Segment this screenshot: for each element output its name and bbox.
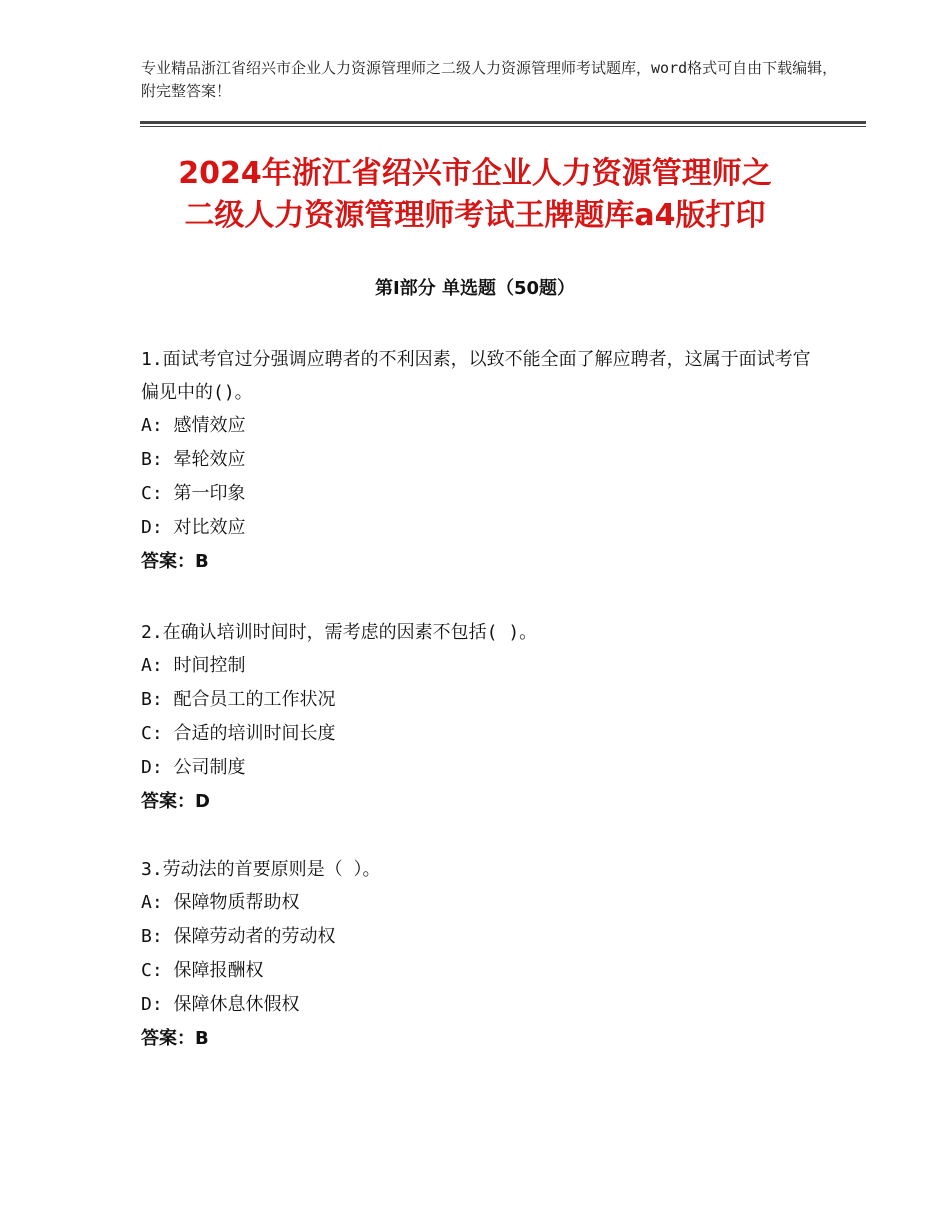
option-c: C: 合适的培训时间长度 (141, 723, 336, 744)
header-note: 专业精品浙江省绍兴市企业人力资源管理师之二级人力资源管理师考试题库，word格式可自由下载编辑，附完整答案！ (141, 59, 838, 100)
header-divider-thin (140, 126, 866, 127)
question-stem: 2.在确认培训时间时，需考虑的因素不包括( )。 (141, 622, 538, 643)
option-b: B: 保障劳动者的劳动权 (141, 926, 336, 947)
header-divider-thick (140, 121, 866, 124)
option-b: B: 晕轮效应 (141, 449, 246, 470)
option-b: B: 配合员工的工作状况 (141, 689, 336, 710)
title-line-1: 2024年浙江省绍兴市企业人力资源管理师之 (178, 156, 772, 191)
question-3 (141, 853, 821, 1056)
answer: 答案：D (141, 791, 210, 812)
option-a: A: 保障物质帮助权 (141, 892, 300, 913)
question-stem: 3.劳动法的首要原则是（ ）。 (141, 859, 381, 880)
answer: 答案：B (141, 551, 209, 572)
option-d: D: 对比效应 (141, 517, 246, 538)
option-a: A: 时间控制 (141, 655, 246, 676)
document-title (0, 153, 950, 237)
question-2 (141, 616, 821, 819)
question-stem: 1.面试考官过分强调应聘者的不利因素，以致不能全面了解应聘者，这属于面试考官偏见中的()。 (141, 349, 811, 403)
question-1 (141, 343, 821, 579)
option-d: D: 保障休息休假权 (141, 994, 300, 1015)
answer: 答案：B (141, 1028, 209, 1049)
option-c: C: 第一印象 (141, 483, 246, 504)
option-a: A: 感情效应 (141, 415, 246, 436)
title-line-2: 二级人力资源管理师考试王牌题库a4版打印 (184, 198, 766, 233)
section-heading: 第Ⅰ部分 单选题（50题） (374, 278, 575, 299)
option-c: C: 保障报酬权 (141, 960, 264, 981)
option-d: D: 公司制度 (141, 757, 246, 778)
